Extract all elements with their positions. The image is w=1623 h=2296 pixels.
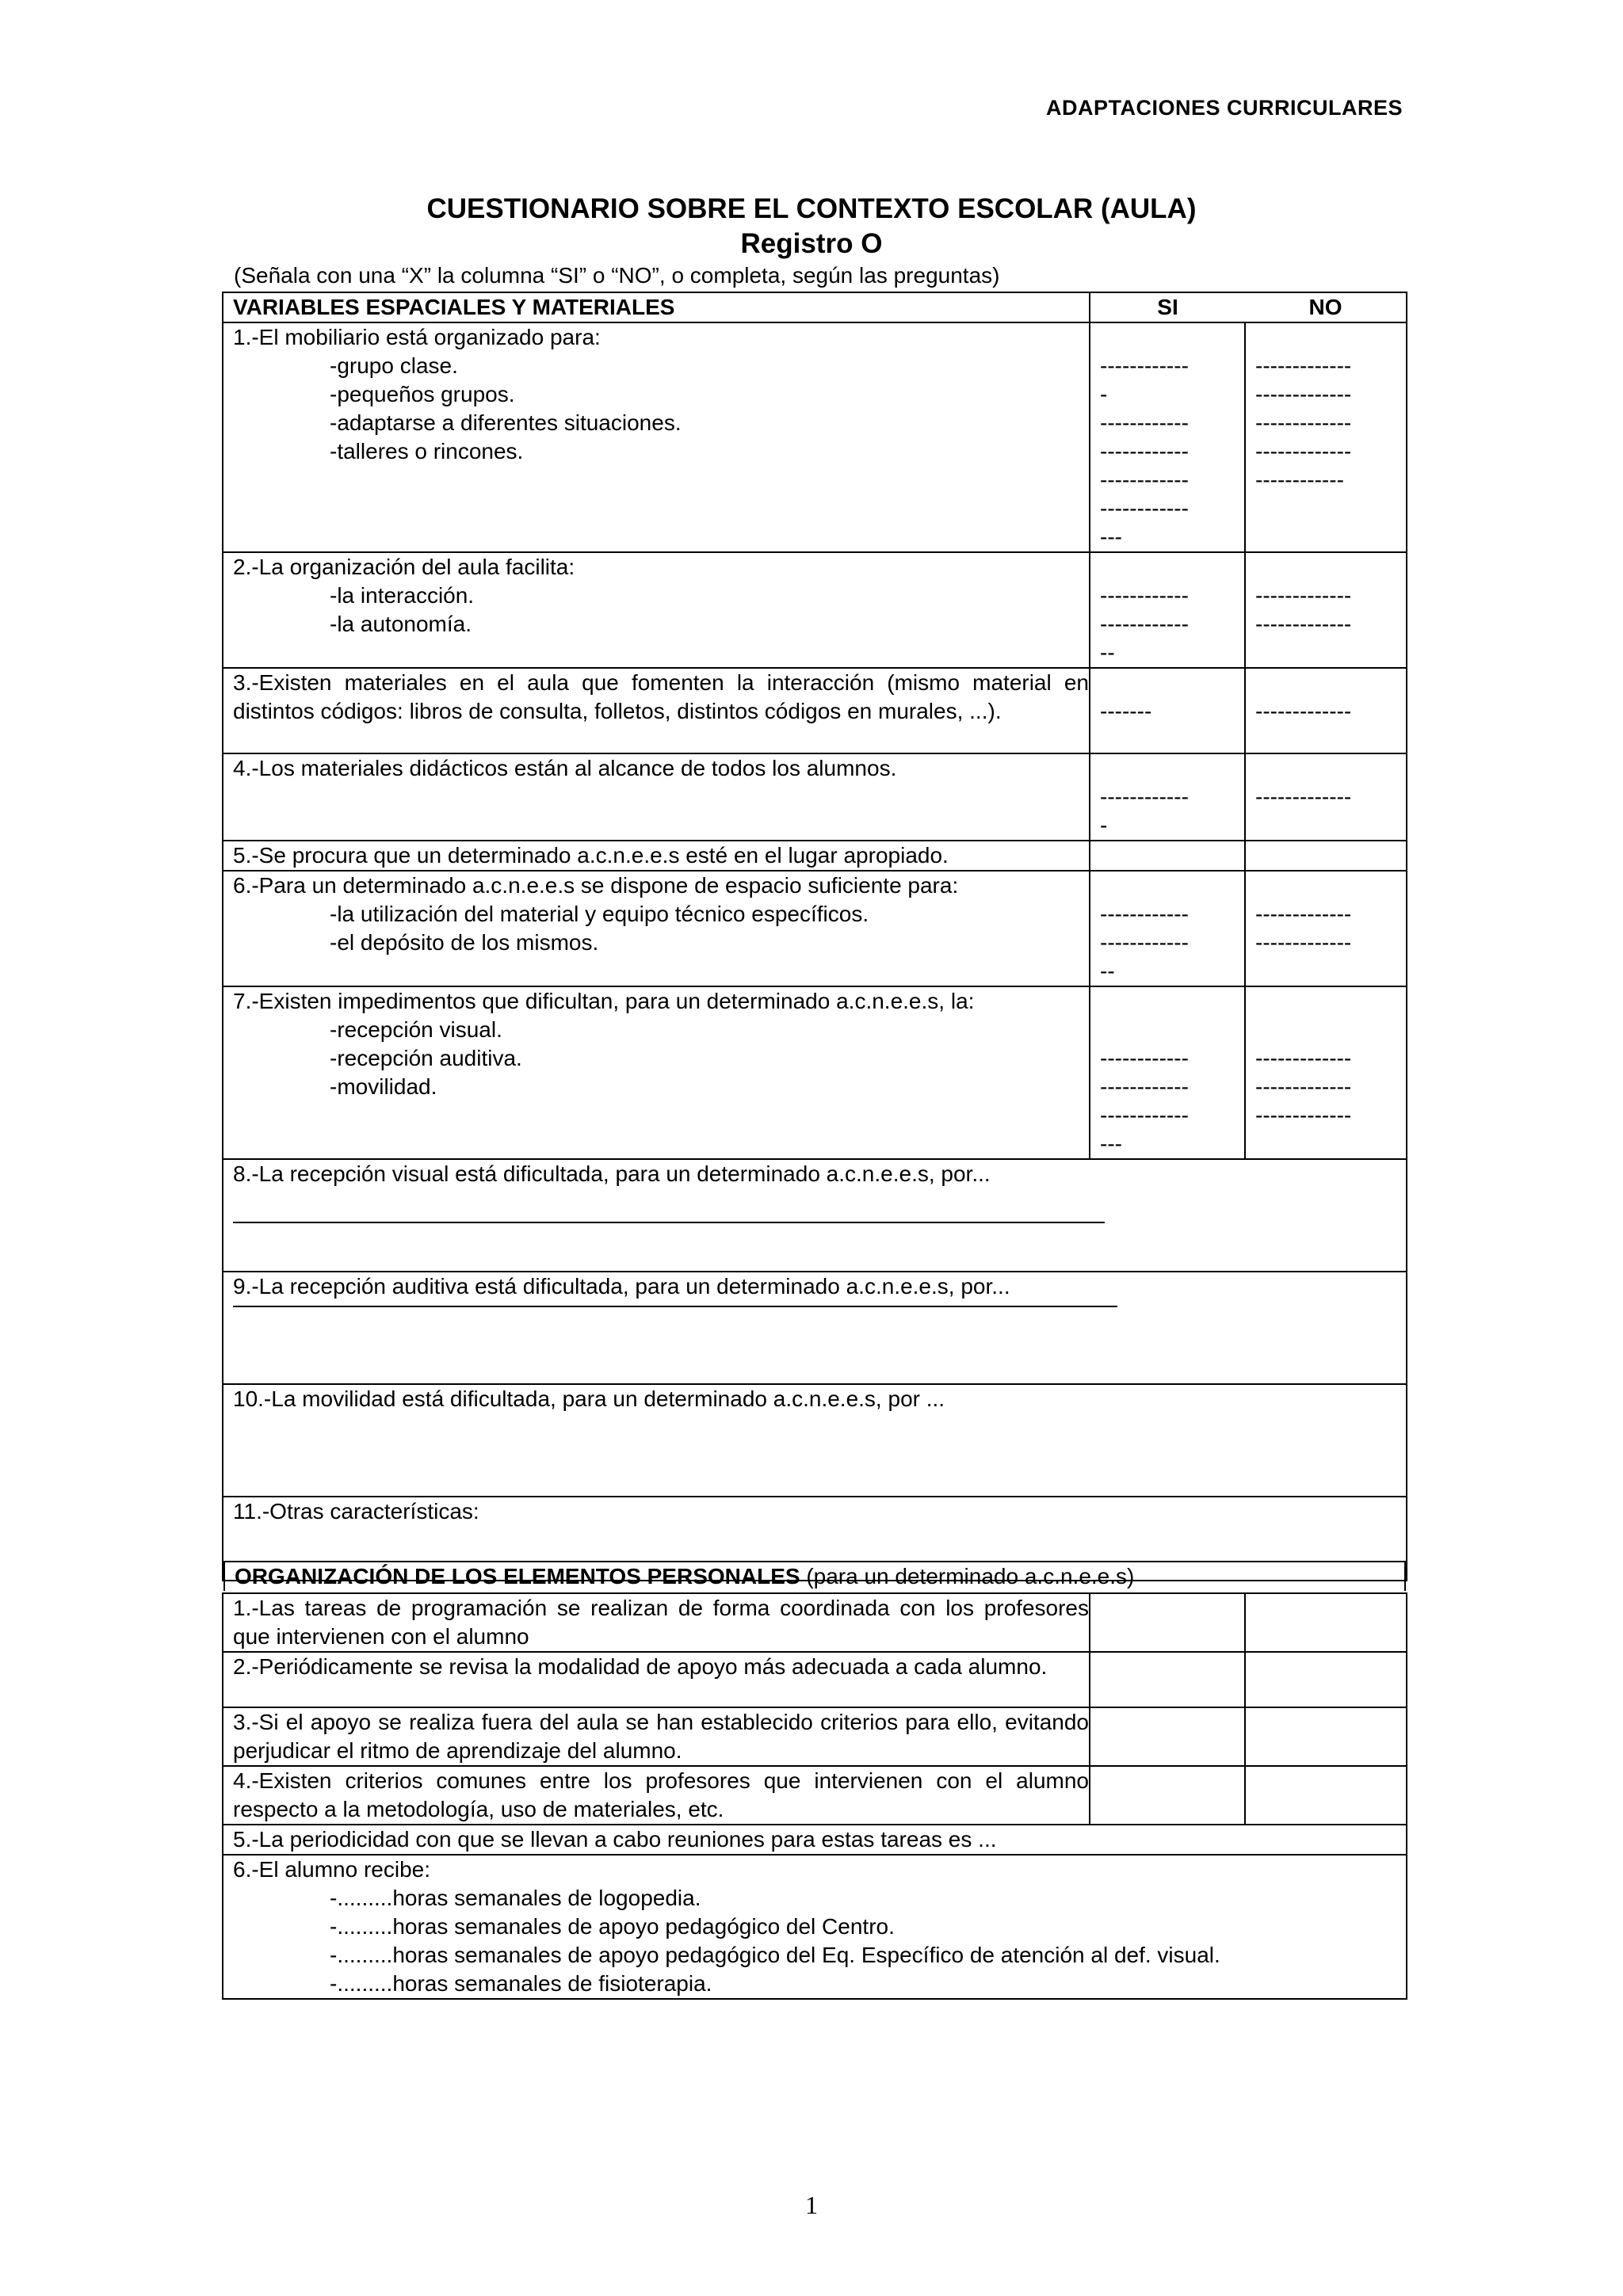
- section2-heading: [223, 1561, 1406, 1591]
- question-row-6: [223, 871, 1407, 986]
- q7-item: -recepción visual.: [330, 1017, 502, 1042]
- personal-elements-table: [222, 1592, 1407, 2000]
- question-5-text: 5.-Se procura que un determinado a.c.n.e.e.s esté en el lugar apropiado.: [223, 841, 1090, 871]
- question-row-8: [223, 1159, 1407, 1272]
- q4-no-dashes: -------------: [1255, 784, 1352, 809]
- p-question-4-text: 4.-Existen criterios comunes entre los profesores que intervienen con el alumno respecto a la metodología, uso de materiales, etc.: [223, 1766, 1090, 1825]
- p3-no-cell[interactable]: [1245, 1707, 1407, 1766]
- q7-no-cell[interactable]: [1245, 986, 1407, 1159]
- q6-si-dashes: ------------ ------------ --: [1100, 902, 1189, 983]
- q9-answer-line[interactable]: [233, 1304, 1117, 1307]
- section2-heading-rest: (para un determinado a.c.n.e.e.s): [800, 1564, 1135, 1589]
- question-2-text: 2.-La organización del aula facilita:: [233, 555, 575, 579]
- p1-si-cell[interactable]: [1090, 1593, 1245, 1652]
- p-question-5-text[interactable]: 5.-La periodicidad con que se llevan a cabo reuniones para estas tareas es ...: [223, 1825, 1407, 1855]
- q4-si-dashes: ------------ -: [1100, 784, 1189, 837]
- question-8-text: 8.-La recepción visual está dificultada, para un determinado a.c.n.e.e.s, por...: [233, 1161, 991, 1186]
- q6-no-cell[interactable]: [1245, 871, 1407, 986]
- p-question-1-text: 1.-Las tareas de programación se realizan de forma coordinada con los profesores que intervienen con el alumno: [223, 1593, 1090, 1652]
- q2-item: -la autonomía.: [330, 612, 472, 636]
- q6-si-cell[interactable]: [1090, 871, 1245, 986]
- table-header-row: [223, 292, 1407, 322]
- p4-si-cell[interactable]: [1090, 1766, 1245, 1825]
- q4-no-cell[interactable]: [1245, 753, 1407, 841]
- col-header-no: NO: [1245, 292, 1407, 322]
- running-header: ADAPTACIONES CURRICULARES: [1045, 96, 1403, 120]
- page-subtitle: Registro O: [740, 228, 883, 259]
- q7-si-dashes: ------------ ------------ ------------ ---: [1100, 1046, 1189, 1156]
- q8-answer-line[interactable]: [233, 1220, 1105, 1223]
- q3-si-dashes: -------: [1100, 699, 1152, 723]
- q1-item: -grupo clase.: [330, 353, 458, 378]
- q5-no-cell[interactable]: [1245, 841, 1407, 871]
- q1-si-cell[interactable]: [1090, 322, 1245, 552]
- question-9-text: 9.-La recepción auditiva está dificultada, para un determinado a.c.n.e.e.s, por...: [233, 1274, 1010, 1299]
- q1-si-dashes: ------------ - ------------ ------------ ------------ ------------ ---: [1100, 353, 1189, 549]
- question-7-text: 7.-Existen impedimentos que dificultan, para un determinado a.c.n.e.e.s, la:: [233, 989, 975, 1013]
- spatial-material-variables-table: [222, 292, 1407, 1581]
- question-3-text: 3.-Existen materiales en el aula que fomenten la interacción (mismo material en distintos códigos: libros de consulta, folletos, distintos códigos en murales, ...).: [223, 668, 1090, 753]
- section2-heading-bold: ORGANIZACIÓN DE LOS ELEMENTOS PERSONALES: [235, 1564, 800, 1589]
- q7-item: -movilidad.: [330, 1074, 437, 1099]
- p2-no-cell[interactable]: [1245, 1652, 1407, 1707]
- q5-si-cell[interactable]: [1090, 841, 1245, 871]
- p6-item: -.........horas semanales de fisioterapia.: [330, 1971, 712, 1996]
- p-question-6-text: 6.-El alumno recibe:: [233, 1857, 431, 1882]
- p-question-2-text: 2.-Periódicamente se revisa la modalidad de apoyo más adecuada a cada alumno.: [223, 1652, 1090, 1707]
- page-title: CUESTIONARIO SOBRE EL CONTEXTO ESCOLAR (AULA): [426, 193, 1197, 224]
- p-question-row-2: [223, 1652, 1407, 1707]
- q1-no-cell[interactable]: [1245, 322, 1407, 552]
- question-row-5: [223, 841, 1407, 871]
- p4-no-cell[interactable]: [1245, 1766, 1407, 1825]
- p1-no-cell[interactable]: [1245, 1593, 1407, 1652]
- question-row-1: [223, 322, 1407, 552]
- q2-item: -la interacción.: [330, 583, 475, 608]
- q3-no-cell[interactable]: [1245, 668, 1407, 753]
- q3-no-dashes: -------------: [1255, 699, 1352, 723]
- col-header-si: SI: [1090, 292, 1245, 322]
- p-question-row-4: [223, 1766, 1407, 1825]
- q3-si-cell[interactable]: [1090, 668, 1245, 753]
- p2-si-cell[interactable]: [1090, 1652, 1245, 1707]
- section-heading: VARIABLES ESPACIALES Y MATERIALES: [223, 292, 1090, 322]
- question-11-text[interactable]: 11.-Otras características:: [223, 1497, 1407, 1581]
- q4-si-cell[interactable]: [1090, 753, 1245, 841]
- p6-item: -.........horas semanales de logopedia.: [330, 1886, 701, 1910]
- q2-si-dashes: ------------ ------------ --: [1100, 583, 1189, 665]
- p-question-3-text: 3.-Si el apoyo se realiza fuera del aula se han establecido criterios para ello, evitando perjudicar el ritmo de aprendizaje del alumno.: [223, 1707, 1090, 1766]
- q6-item: -el depósito de los mismos.: [330, 930, 599, 955]
- p-question-row-5: [223, 1825, 1407, 1855]
- question-1-text: 1.-El mobiliario está organizado para:: [233, 325, 601, 349]
- q6-no-dashes: ------------- -------------: [1255, 902, 1352, 955]
- q1-item: -pequeños grupos.: [330, 382, 515, 406]
- q7-no-dashes: ------------- ------------- -------------: [1255, 1046, 1352, 1127]
- p-question-row-6: [223, 1855, 1407, 1999]
- p3-si-cell[interactable]: [1090, 1707, 1245, 1766]
- question-row-2: [223, 552, 1407, 668]
- q1-no-dashes: ------------- ------------- ------------- ------------- ------------: [1255, 353, 1352, 492]
- question-row-7: [223, 986, 1407, 1159]
- instructions-text: (Señala con una “X” la columna “SI” o “NO”, o completa, según las preguntas): [234, 263, 1000, 288]
- q1-item: -adaptarse a diferentes situaciones.: [330, 410, 682, 435]
- p-question-row-3: [223, 1707, 1407, 1766]
- question-row-3: [223, 668, 1407, 753]
- question-4-text: 4.-Los materiales didácticos están al alcance de todos los alumnos.: [223, 753, 1090, 841]
- q2-no-dashes: ------------- -------------: [1255, 583, 1352, 636]
- question-10-text[interactable]: 10.-La movilidad está dificultada, para un determinado a.c.n.e.e.s, por ...: [223, 1384, 1407, 1497]
- q1-item: -talleres o rincones.: [330, 439, 524, 463]
- p-question-row-1: [223, 1593, 1407, 1652]
- q7-item: -recepción auditiva.: [330, 1046, 522, 1070]
- question-row-4: [223, 753, 1407, 841]
- p6-item: -.........horas semanales de apoyo pedagógico del Centro.: [330, 1914, 895, 1939]
- q7-si-cell[interactable]: [1090, 986, 1245, 1159]
- q2-no-cell[interactable]: [1245, 552, 1407, 668]
- q6-item: -la utilización del material y equipo técnico específicos.: [330, 902, 869, 926]
- question-6-text: 6.-Para un determinado a.c.n.e.e.s se dispone de espacio suficiente para:: [233, 873, 959, 898]
- p6-item: -.........horas semanales de apoyo pedagógico del Eq. Específico de atención al def. visual.: [330, 1943, 1220, 1967]
- question-row-9: [223, 1272, 1407, 1384]
- question-row-10: [223, 1384, 1407, 1497]
- page-number: 1: [805, 2191, 818, 2219]
- q2-si-cell[interactable]: [1090, 552, 1245, 668]
